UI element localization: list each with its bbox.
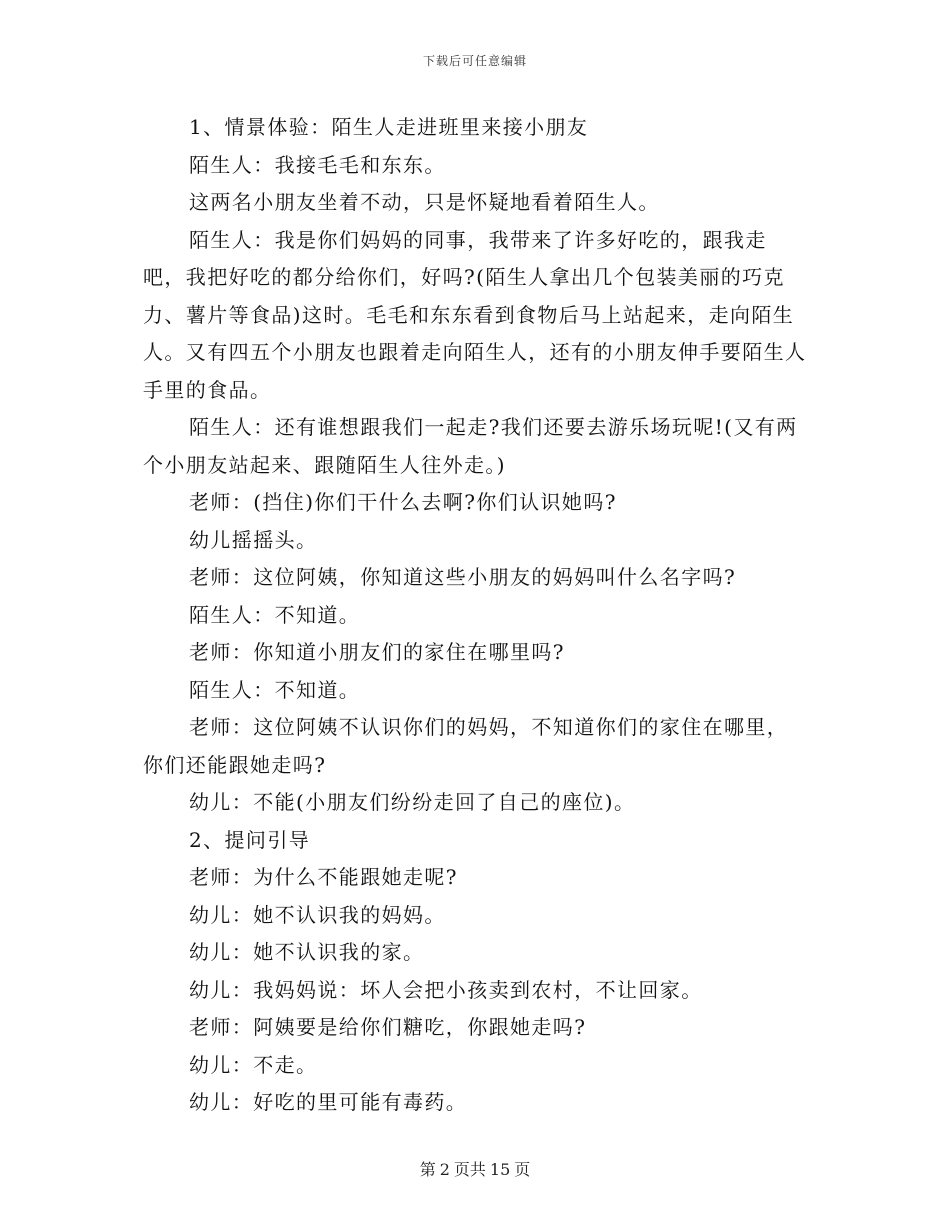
paragraph: 老师：阿姨要是给你们糖吃，你跟她走吗? bbox=[189, 1015, 587, 1039]
footer-total-pages: 15 bbox=[489, 1160, 511, 1179]
paragraph: 幼儿：她不认识我的妈妈。 bbox=[189, 902, 446, 927]
paragraph: 老师：为什么不能跟她走呢? bbox=[189, 865, 458, 889]
paragraph: 陌生人：我是你们妈妈的同事，我带来了许多好吃的，跟我走吧，我把好吃的都分给你们，好吗?(陌生人拿出几个包装美丽的巧克力、薯片等食品)这时。毛毛和东东看到食物后马上站起来，走向陌生人。又有四五个小朋友也跟着走向陌生人，还有的小朋友伸手要陌生人手里的食品。 bbox=[143, 227, 807, 402]
paragraph: 老师：你知道小朋友们的家住在哪里吗? bbox=[189, 640, 565, 664]
page-footer bbox=[0, 1157, 950, 1180]
paragraph: 幼儿：不走。 bbox=[189, 1052, 318, 1077]
paragraph: 老师：这位阿姨不认识你们的妈妈，不知道你们的家住在哪里，你们还能跟她走吗? bbox=[143, 715, 789, 777]
paragraph: 幼儿摇摇头。 bbox=[189, 527, 318, 552]
paragraph: 陌生人：还有谁想跟我们一起走?我们还要去游乐场玩呢!(又有两个小朋友站起来、跟随陌生人往外走。) bbox=[143, 415, 798, 477]
paragraph: 幼儿：不能(小朋友们纷纷走回了自己的座位)。 bbox=[189, 790, 636, 814]
footer-current-page: 2 bbox=[439, 1160, 450, 1179]
paragraph-section-1-heading: 1、情景体验：陌生人走进班里来接小朋友 bbox=[189, 115, 589, 139]
paragraph: 幼儿：好吃的里可能有毒药。 bbox=[189, 1090, 468, 1114]
footer-suffix: 页 bbox=[514, 1160, 531, 1179]
page-header: 下载后可任意编辑 bbox=[422, 54, 527, 68]
footer-prefix: 第 bbox=[419, 1160, 436, 1179]
paragraph: 陌生人：不知道。 bbox=[189, 602, 361, 627]
paragraph: 幼儿：她不认识我的家。 bbox=[189, 940, 425, 964]
paragraph: 这两名小朋友坐着不动，只是怀疑地看着陌生人。 bbox=[189, 190, 660, 214]
paragraph: 幼儿：我妈妈说：坏人会把小孩卖到农村，不让回家。 bbox=[189, 977, 703, 1002]
paragraph: 陌生人：不知道。 bbox=[189, 677, 361, 702]
paragraph: 老师：(挡住)你们干什么去啊?你们认识她吗? bbox=[189, 490, 617, 514]
paragraph: 陌生人：我接毛毛和东东。 bbox=[189, 152, 446, 177]
document-body bbox=[143, 109, 809, 1122]
paragraph-section-2-heading: 2、提问引导 bbox=[189, 827, 311, 852]
paragraph: 老师：这位阿姨，你知道这些小朋友的妈妈叫什么名字吗? bbox=[189, 565, 737, 589]
footer-middle: 页共 bbox=[453, 1160, 486, 1179]
